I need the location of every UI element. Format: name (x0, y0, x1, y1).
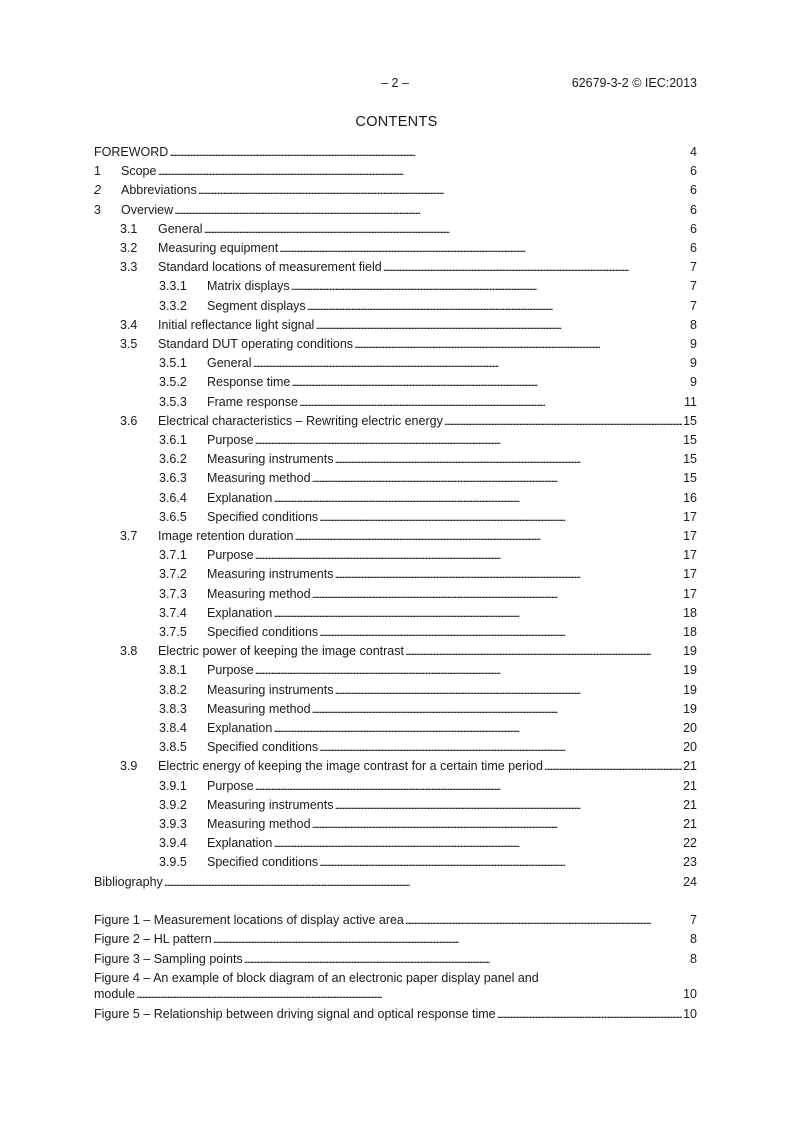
toc-entry-number: 3.1 (120, 221, 138, 236)
toc-entry[interactable] (94, 356, 697, 371)
toc-entry-page: 23 (683, 855, 697, 870)
figure-entry-page: 10 (683, 986, 697, 1001)
toc-entry[interactable] (94, 548, 697, 563)
toc-entry[interactable] (94, 817, 697, 832)
toc-entry-title: Electrical characteristics – Rewriting electric energy (158, 413, 443, 428)
toc-entry-title: Measuring instruments (207, 567, 334, 582)
toc-entry-page: 9 (690, 375, 697, 390)
toc-entry-title: FOREWORD (94, 145, 169, 159)
toc-entry[interactable] (94, 433, 697, 448)
toc-entry-number: 3.8.3 (159, 701, 187, 716)
toc-entry-page: 15 (683, 471, 697, 486)
dot-leader (312, 587, 683, 602)
toc-entry-page: 15 (683, 413, 697, 428)
toc-entry-title: Overview (121, 202, 174, 217)
toc-entry-number: 3.6.4 (159, 490, 187, 505)
toc-entry[interactable] (94, 721, 697, 736)
toc-entry[interactable] (94, 395, 697, 410)
toc-entry-page: 11 (684, 394, 697, 409)
figure-entry-page: 8 (690, 951, 697, 966)
dot-leader (203, 222, 688, 237)
toc-entry[interactable] (94, 875, 697, 890)
toc-entry-page: 17 (683, 509, 697, 524)
dot-leader (405, 644, 682, 659)
toc-entry[interactable] (94, 606, 697, 621)
toc-entry-title: Measuring equipment (158, 241, 279, 255)
dot-leader (383, 260, 688, 275)
figure-entry-title: Figure 3 – Sampling points (94, 951, 243, 966)
dot-leader (255, 663, 683, 678)
toc-entry-title: Measuring method (207, 586, 311, 601)
dot-leader (307, 299, 688, 314)
figure-entry[interactable] (94, 1007, 697, 1022)
figure-entry[interactable] (94, 913, 697, 928)
toc-entry-title: Explanation (207, 836, 273, 851)
toc-entry[interactable] (94, 299, 697, 314)
figure-entry[interactable] (94, 952, 697, 967)
toc-entry-title: Purpose (207, 778, 254, 793)
toc-entry-page: 6 (690, 183, 697, 198)
dot-leader (334, 798, 682, 813)
toc-entry[interactable] (94, 759, 697, 774)
toc-entry[interactable] (94, 740, 697, 755)
toc-entry-title: Frame response (207, 394, 299, 409)
toc-entry-title: Purpose (207, 548, 254, 563)
dot-leader (334, 452, 682, 467)
toc-entry-title: Initial reflectance light signal (158, 317, 315, 332)
toc-entry-number: 3.7.5 (159, 625, 187, 639)
toc-entry-title: Measuring instruments (207, 682, 334, 697)
dot-leader (273, 491, 682, 506)
toc-entry-number: 3.2 (120, 241, 138, 255)
toc-entry[interactable] (94, 222, 697, 237)
toc-entry-number: 3.8.1 (159, 663, 187, 678)
toc-entry-title: Standard locations of measurement field (158, 260, 382, 275)
toc-entry-number: 3.4 (120, 317, 138, 332)
toc-entry-number: 1 (94, 164, 101, 179)
toc-entry-page: 17 (683, 586, 697, 601)
toc-entry-page: 9 (690, 337, 697, 351)
dot-leader (136, 987, 682, 1002)
toc-entry[interactable] (94, 855, 697, 870)
dot-leader (312, 702, 683, 717)
toc-entry-page: 17 (683, 548, 697, 563)
dot-leader (273, 606, 682, 621)
toc-entry[interactable] (94, 683, 697, 698)
toc-entry[interactable] (94, 471, 697, 486)
toc-entry[interactable] (94, 375, 697, 390)
page-title: CONTENTS (355, 114, 438, 130)
toc-entry-title: Explanation (207, 490, 273, 505)
dot-leader (255, 548, 683, 563)
toc-entry-page: 17 (683, 567, 697, 582)
toc-entry-title: Specified conditions (207, 509, 319, 524)
dot-leader (312, 471, 683, 486)
dot-leader (244, 952, 688, 967)
toc-entry[interactable] (94, 510, 697, 525)
toc-entry-page: 17 (683, 529, 697, 543)
dot-leader (198, 183, 688, 198)
toc-entry[interactable] (94, 145, 697, 160)
toc-entry-page: 18 (683, 625, 697, 639)
toc-entry-page: 9 (690, 356, 697, 371)
toc-entry-page: 8 (690, 317, 697, 332)
dot-leader (255, 433, 683, 448)
toc-entry-number: 3.6.1 (159, 433, 187, 447)
toc-entry-page: 6 (690, 202, 697, 217)
toc-entry-title: General (207, 356, 252, 371)
toc-entry-page: 24 (683, 874, 697, 889)
toc-entry-page: 21 (683, 759, 697, 774)
toc-entry-number: 3.7 (120, 529, 138, 543)
toc-entry-number: 3.6 (120, 413, 138, 428)
dot-leader (444, 414, 682, 429)
toc-entry-title: Purpose (207, 433, 254, 447)
dot-leader (497, 1007, 682, 1022)
toc-entry-title: Measuring instruments (207, 452, 334, 467)
toc-entry[interactable] (94, 414, 697, 429)
page-number: – 2 – (381, 76, 409, 90)
dot-leader (312, 817, 683, 832)
page-header (0, 76, 793, 92)
toc-entry-page: 18 (683, 605, 697, 620)
dot-leader (299, 395, 683, 410)
figure-entry-title: module (94, 986, 135, 1001)
toc-entry-title: Electric power of keeping the image contrast (158, 644, 404, 659)
toc-entry[interactable] (94, 836, 697, 851)
dot-leader (544, 759, 682, 774)
toc-entry-title: Response time (207, 375, 291, 390)
dot-leader (319, 625, 682, 640)
toc-entry[interactable] (94, 779, 697, 794)
dot-leader (319, 510, 682, 525)
figure-entry-line: Figure 4 – An example of block diagram of an electronic paper display panel and (94, 971, 539, 985)
toc-entry-number: 3.8.5 (159, 740, 187, 755)
dot-leader (291, 375, 688, 390)
dot-leader (273, 721, 682, 736)
toc-entry-number: 3.9.1 (159, 778, 187, 793)
toc-entry-title: Explanation (207, 605, 273, 620)
toc-entry-page: 7 (690, 279, 697, 294)
figure-entry[interactable] (94, 987, 697, 1002)
toc-entry[interactable] (94, 318, 697, 333)
dot-leader (252, 356, 688, 371)
toc-entry[interactable] (94, 164, 697, 179)
toc-entry[interactable] (94, 798, 697, 813)
toc-entry-number: 3.9.5 (159, 855, 187, 870)
toc-entry[interactable] (94, 529, 697, 544)
toc-entry-title: Matrix displays (207, 279, 290, 294)
figure-entry-page: 8 (690, 932, 697, 947)
toc-entry[interactable] (94, 203, 697, 218)
dot-leader (334, 567, 682, 582)
toc-entry[interactable] (94, 644, 697, 659)
toc-entry-title: Specified conditions (207, 855, 319, 870)
toc-entry-page: 4 (690, 145, 697, 159)
dot-leader (319, 855, 682, 870)
figure-entry-title: Figure 5 – Relationship between driving signal and optical response time (94, 1006, 496, 1021)
toc-entry-page: 6 (690, 221, 697, 236)
toc-entry-number: 3.7.3 (159, 586, 187, 601)
toc-entry-page: 20 (683, 740, 697, 755)
toc-entry-page: 15 (683, 452, 697, 467)
toc-entry-page: 7 (690, 260, 697, 275)
dot-leader (164, 875, 682, 890)
toc-entry-title: Standard DUT operating conditions (158, 337, 354, 351)
dot-leader (291, 279, 688, 294)
toc-entry-title: Abbreviations (121, 183, 197, 198)
dot-leader (315, 318, 688, 333)
toc-entry-title: Measuring method (207, 471, 311, 486)
toc-entry[interactable] (94, 241, 697, 256)
dot-leader (169, 145, 688, 160)
toc-entry-number: 3.6.5 (159, 509, 187, 524)
dot-leader (157, 164, 688, 179)
toc-entry-number: 3.9.4 (159, 836, 187, 851)
toc-entry-number: 3.9.3 (159, 817, 187, 831)
toc-entry-number: 3.5.3 (159, 394, 187, 409)
toc-entry-title: Electric energy of keeping the image contrast for a certain time period (158, 759, 543, 774)
toc-entry-page: 6 (690, 241, 697, 255)
toc-entry[interactable] (94, 337, 697, 352)
toc-entry-number: 3.5.2 (159, 375, 187, 390)
toc-entry-title: Bibliography (94, 874, 163, 889)
toc-entry-number: 3.3 (120, 260, 138, 275)
toc-entry-title: Specified conditions (207, 740, 319, 755)
toc-entry-number: 3.6.2 (159, 452, 187, 467)
toc-entry-page: 19 (683, 663, 697, 678)
dot-leader (213, 932, 688, 947)
dot-leader (354, 337, 688, 352)
toc-entry-title: Purpose (207, 663, 254, 678)
toc-entry-number: 3.3.2 (159, 298, 187, 313)
toc-entry-page: 19 (683, 644, 697, 659)
toc-entry-title: Specified conditions (207, 625, 319, 639)
toc-entry-number: 3.5.1 (159, 356, 187, 371)
toc-entry-page: 21 (683, 797, 697, 812)
toc-entry[interactable] (94, 260, 697, 275)
dot-leader (405, 913, 688, 928)
dot-leader (319, 740, 682, 755)
toc-entry-page: 19 (683, 682, 697, 697)
toc-entry-title: General (158, 221, 203, 236)
toc-entry-number: 3.3.1 (159, 279, 187, 294)
toc-entry[interactable] (94, 183, 697, 198)
toc-entry-page: 7 (690, 298, 697, 313)
toc-entry-page: 21 (683, 817, 697, 831)
toc-entry-page: 6 (690, 164, 697, 179)
figure-entry-page: 7 (690, 912, 697, 927)
toc-entry-number: 3.6.3 (159, 471, 187, 486)
toc-entry-page: 20 (683, 721, 697, 735)
toc-entry-title: Measuring instruments (207, 797, 334, 812)
toc-entry-number: 3.7.1 (159, 548, 187, 563)
toc-entry[interactable] (94, 625, 697, 640)
toc-entry[interactable] (94, 567, 697, 582)
document-id: 62679-3-2 © IEC:2013 (571, 76, 697, 90)
toc-entry-title: Measuring method (207, 701, 311, 716)
dot-leader (295, 529, 683, 544)
toc-entry-number: 3.9.2 (159, 797, 187, 812)
toc-entry-number: 3.7.2 (159, 567, 187, 582)
toc-entry-title: Scope (121, 164, 157, 179)
toc-entry-page: 22 (683, 836, 697, 851)
toc-entry[interactable] (94, 279, 697, 294)
figure-entry-page: 10 (683, 1006, 697, 1021)
toc-entry-title: Measuring method (207, 817, 311, 831)
toc-entry-number: 3.9 (120, 759, 138, 774)
toc-entry[interactable] (94, 663, 697, 678)
toc-entry-number: 3.7.4 (159, 605, 187, 620)
figure-entry-title: Figure 1 – Measurement locations of display active area (94, 912, 404, 927)
toc-entry[interactable] (94, 587, 697, 602)
toc-entry[interactable] (94, 702, 697, 717)
dot-leader (174, 203, 688, 218)
toc-entry-page: 15 (683, 433, 697, 447)
dot-leader (334, 683, 682, 698)
toc-entry-number: 3.8.2 (159, 682, 187, 697)
toc-entry[interactable] (94, 491, 697, 506)
figure-entry-title: Figure 2 – HL pattern (94, 932, 212, 947)
toc-entry-number: 3.8.4 (159, 721, 187, 735)
toc-entry-page: 19 (683, 701, 697, 716)
toc-entry-page: 21 (683, 778, 697, 793)
toc-entry-number: 3 (94, 202, 101, 217)
toc-entry-title: Segment displays (207, 298, 306, 313)
toc-entry-page: 16 (683, 490, 697, 505)
dot-leader (279, 241, 688, 256)
toc-entry-title: Explanation (207, 721, 273, 735)
toc-entry-number: 2 (94, 183, 101, 198)
figure-entry[interactable] (94, 932, 697, 947)
toc-entry-number: 3.8 (120, 644, 138, 659)
toc-entry-title: Image retention duration (158, 529, 294, 543)
toc-entry[interactable] (94, 452, 697, 467)
toc-entry-number: 3.5 (120, 337, 138, 351)
dot-leader (273, 836, 682, 851)
dot-leader (255, 779, 683, 794)
